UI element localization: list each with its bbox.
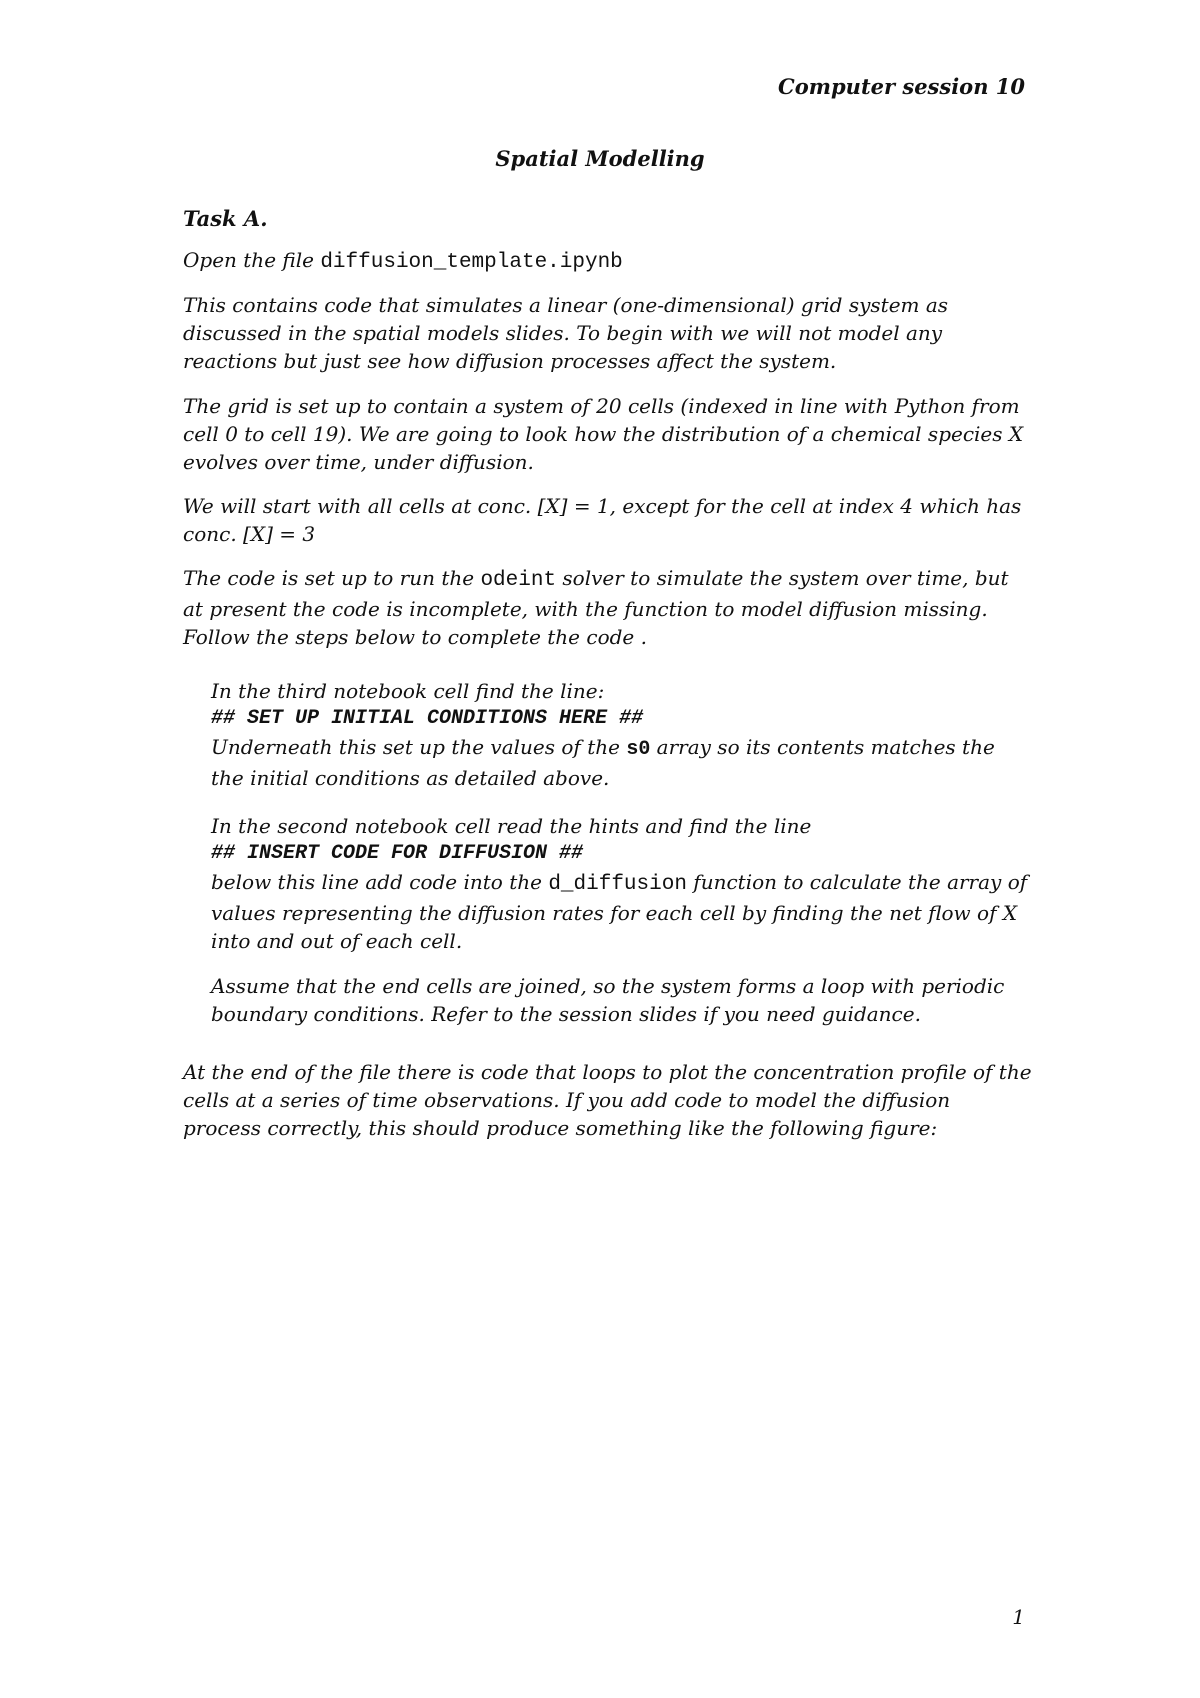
step-1-intro: In the third notebook cell find the line: <box>211 679 605 703</box>
task-heading: Task A. <box>183 206 268 231</box>
intro-paragraph: This contains code that simulates a linear (one-dimensional) grid system as discussed in the spatial models slides. To begin with we will not model any reactions but just see how diffusion processes affect the system. <box>183 293 949 373</box>
step-1-code-line: ## SET UP INITIAL CONDITIONS HERE ## <box>211 707 644 730</box>
initial-conc-paragraph: We will start with all cells at conc. [X] = 1, except for the cell at index 4 which has conc. [X] = 3 <box>183 494 1022 546</box>
closing-paragraph: At the end of the file there is code that loops to plot the concentration profile of the cells at a series of time observations. If you add code to model the diffusion process correctly, this should produce something like the following figure: <box>183 1060 1032 1140</box>
step-1-code: s0 <box>626 738 651 761</box>
step-2 <box>211 812 1031 955</box>
step-1 <box>211 677 1031 792</box>
step-2-text-after: function to calculate the array of values representing the diffusion rates for each cell by finding the net flow of X into and out of each cell. <box>211 870 1028 953</box>
session-header: Computer session 10 <box>778 74 1025 99</box>
solver-text-before: The code is set up to run the <box>183 566 481 590</box>
step-2-code-line: ## INSERT CODE FOR DIFFUSION ## <box>211 842 584 865</box>
page-number: 1 <box>1012 1605 1025 1629</box>
solver-paragraph <box>183 564 1033 651</box>
solver-text-after: solver to simulate the system over time, but at present the code is incomplete, with the function to model diffusion missing. Follow the steps below to complete the code . <box>183 566 1009 649</box>
step-1-text-before: Underneath this set up the values of the <box>211 735 627 759</box>
open-file-filename: diffusion_template.ipynb <box>320 251 623 274</box>
grid-paragraph: The grid is set up to contain a system of 20 cells (indexed in line with Python from cell 0 to cell 19). We are going to look how the distribution of a chemical species X evolves over time, under diffusion. <box>183 394 1024 474</box>
step-2-intro: In the second notebook cell read the hints and find the line <box>211 814 812 838</box>
step-1-text-after: array so its contents matches the the initial conditions as detailed above. <box>211 735 995 790</box>
step-2-code: d_diffusion <box>548 873 687 896</box>
solver-code: odeint <box>480 569 557 592</box>
step-2-text-before: below this line add code into the <box>211 870 549 894</box>
open-file-paragraph <box>183 246 1033 277</box>
page-title: Spatial Modelling <box>495 146 705 171</box>
open-file-prefix: Open the file <box>183 248 321 272</box>
periodic-boundary-paragraph: Assume that the end cells are joined, so the system forms a loop with periodic boundary conditions. Refer to the session slides if you need guidance. <box>211 974 1005 1026</box>
